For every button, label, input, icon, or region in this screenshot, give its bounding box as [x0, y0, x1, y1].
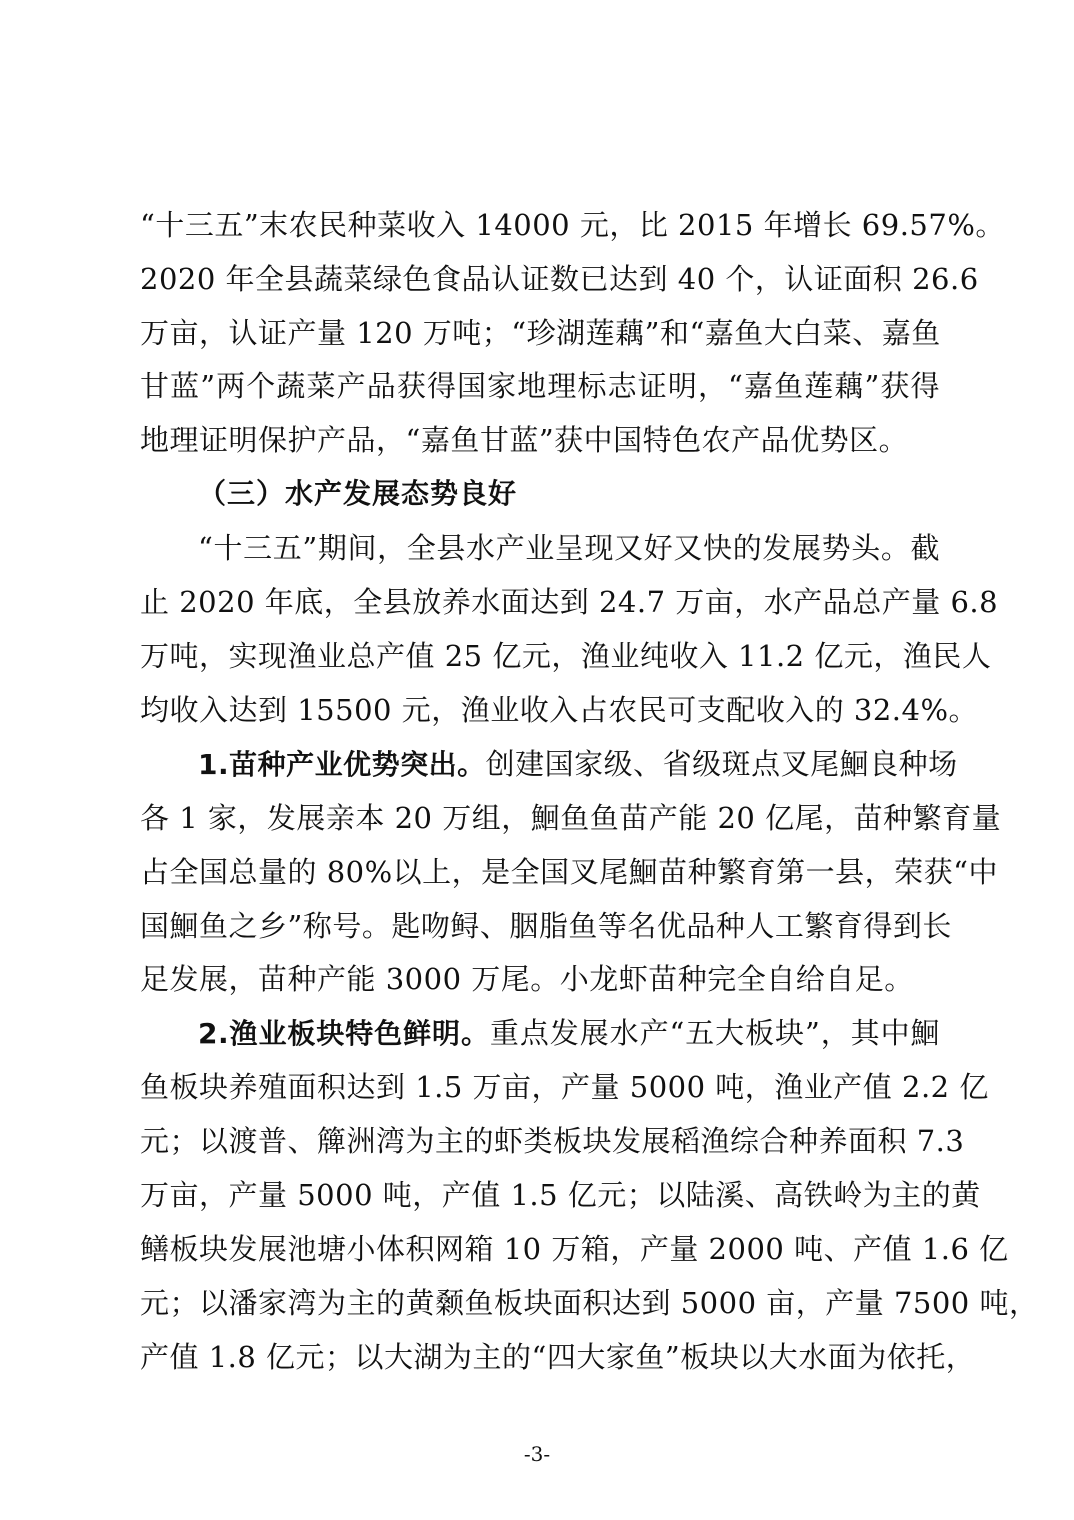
- paragraph-line: 元；以潘家湾为主的黄颡鱼板块面积达到 5000 亩，产量 7500 吨，: [140, 1286, 1039, 1320]
- paragraph-line: 鳝板块发展池塘小体积网箱 10 万箱，产量 2000 吨、产值 1.6 亿: [140, 1232, 1009, 1266]
- section-heading: （三）水产发展态势良好: [198, 477, 518, 510]
- paragraph-line: 国鮰鱼之乡”称号。匙吻鲟、胭脂鱼等名优品种人工繁育得到长: [140, 909, 952, 943]
- paragraph-line: “十三五”期间，全县水产业呈现又好又快的发展势头。截: [198, 531, 940, 565]
- paragraph-line: 均收入达到 15500 元，渔业收入占农民可支配收入的 32.4%。: [140, 693, 979, 727]
- paragraph-line: “十三五”末农民种菜收入 14000 元，比 2015 年增长 69.57%。: [140, 208, 1005, 242]
- paragraph-line: 甘蓝”两个蔬菜产品获得国家地理标志证明，“嘉鱼莲藕”获得: [140, 369, 940, 403]
- paragraph-line: 元；以渡普、簰洲湾为主的虾类板块发展稻渔综合种养面积 7.3: [140, 1124, 965, 1158]
- paragraph-line: 各 1 家，发展亲本 20 万组，鮰鱼鱼苗产能 20 亿尾，苗种繁育量: [140, 801, 1002, 835]
- page-number: -3-: [523, 1442, 551, 1466]
- paragraph-line: 产值 1.8 亿元；以大湖为主的“四大家鱼”板块以大水面为依托，: [140, 1340, 976, 1374]
- paragraph-line: 足发展，苗种产能 3000 万尾。小龙虾苗种完全自给自足。: [140, 962, 914, 996]
- paragraph-line: 占全国总量的 80%以上，是全国叉尾鮰苗种繁育第一县，荣获“中: [140, 855, 999, 889]
- item-2-first-rest: 重点发展水产“五大板块”，其中鮰: [489, 1016, 941, 1050]
- item-1-first-line: [198, 737, 958, 791]
- item-2-first-line: [198, 1006, 940, 1060]
- paragraph-line: 止 2020 年底，全县放养水面达到 24.7 万亩，水产品总产量 6.8: [140, 585, 999, 619]
- paragraph-line: 万亩，产量 5000 吨，产值 1.5 亿元；以陆溪、高铁岭为主的黄: [140, 1178, 981, 1212]
- paragraph-line: 2020 年全县蔬菜绿色食品认证数已达到 40 个，认证面积 26.6: [140, 262, 979, 296]
- paragraph-line: 鱼板块养殖面积达到 1.5 万亩，产量 5000 吨，渔业产值 2.2 亿: [140, 1070, 989, 1104]
- paragraph-line: 万吨，实现渔业总产值 25 亿元，渔业纯收入 11.2 亿元，渔民人: [140, 639, 992, 673]
- paragraph-line: 地理证明保护产品，“嘉鱼甘蓝”获中国特色农产品优势区。: [140, 423, 909, 457]
- item-2-lead: 2.渔业板块特色鲜明。: [198, 1017, 490, 1050]
- item-1-lead: 1.苗种产业优势突出。: [198, 748, 486, 781]
- paragraph-line: 万亩，认证产量 120 万吨；“珍湖莲藕”和“嘉鱼大白菜、嘉鱼: [140, 316, 941, 350]
- item-1-first-rest: 创建国家级、省级斑点叉尾鮰良种场: [485, 747, 958, 781]
